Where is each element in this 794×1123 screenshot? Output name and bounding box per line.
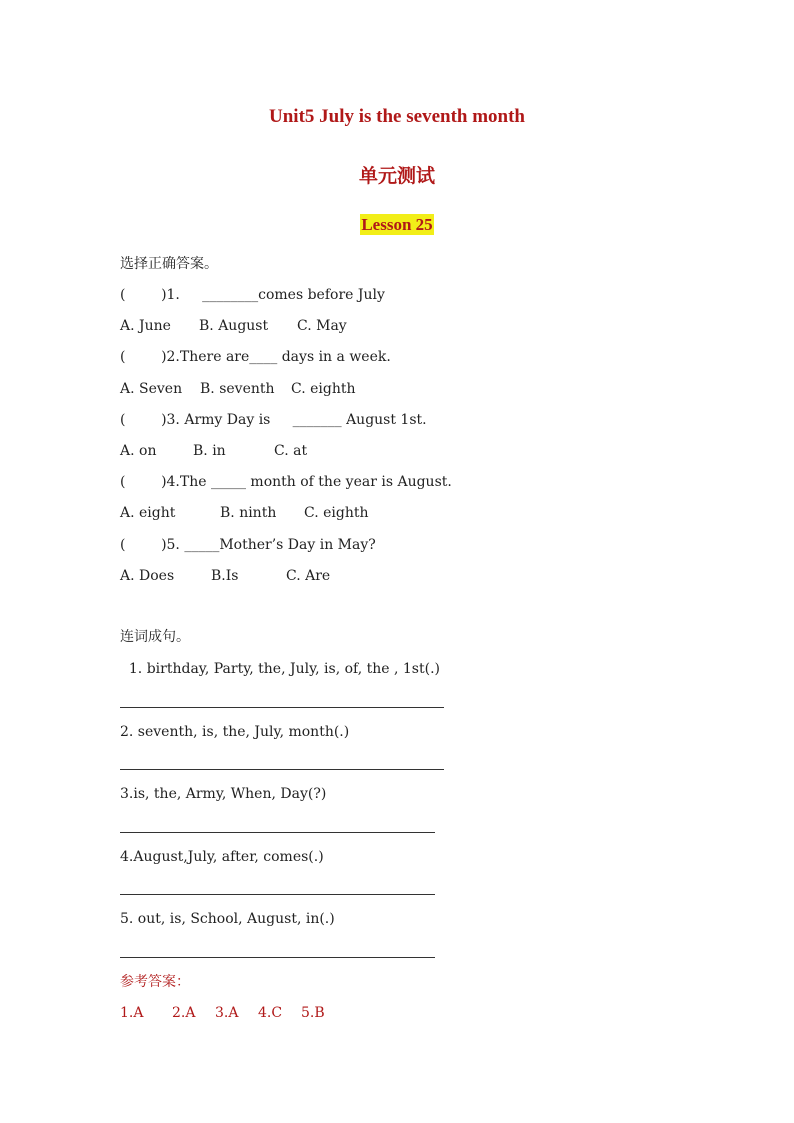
question-stem-4: ( )4.The _____ month of the year is August. [120, 474, 452, 490]
option-3b: B. in [193, 443, 226, 459]
page-subtitle: 单元测试 [358, 165, 435, 187]
answer-line-2 [120, 769, 444, 770]
option-3c: C. at [274, 443, 308, 459]
option-4c: C. eighth [304, 505, 369, 521]
section2-heading: 连词成句。 [120, 629, 190, 645]
answer-line-3 [120, 832, 435, 833]
answer-line-1 [120, 707, 444, 708]
reorder-item-2: 2. seventh, is, the, July, month(.) [120, 724, 350, 740]
section1-heading: 选择正确答案。 [120, 256, 218, 272]
page-title: Unit5 July is the seventh month [269, 106, 525, 127]
answer-4: 4.C [258, 1005, 283, 1021]
option-5a: A. Does [120, 568, 175, 584]
reorder-item-1: 1. birthday, Party, the, July, is, of, the , 1st(.) [120, 661, 440, 677]
lesson-label [0, 215, 794, 235]
option-5c: C. Are [286, 568, 331, 584]
answers-heading: 参考答案： [120, 974, 190, 990]
option-2a: A. Seven [120, 381, 183, 397]
option-2c: C. eighth [291, 381, 356, 397]
reorder-item-4: 4.August,July, after, comes(.) [120, 849, 324, 865]
option-1c: C. May [297, 318, 347, 334]
lesson-highlight: Lesson 25 [361, 215, 433, 234]
reorder-item-3: 3.is, the, Army, When, Day(?) [120, 786, 327, 802]
question-stem-5: ( )5. _____Mother’s Day in May? [120, 537, 376, 553]
question-stem-2: ( )2.There are____ days in a week. [120, 349, 391, 365]
option-4b: B. ninth [220, 505, 277, 521]
reorder-item-5: 5. out, is, School, August, in(.) [120, 911, 335, 927]
answer-line-4 [120, 894, 435, 895]
option-2b: B. seventh [200, 381, 275, 397]
answer-1: 1.A [120, 1005, 144, 1021]
option-1a: A. June [120, 318, 171, 334]
option-4a: A. eight [120, 505, 176, 521]
answer-line-5 [120, 957, 435, 958]
answer-3: 3.A [215, 1005, 239, 1021]
question-stem-1: ( )1. ________comes before July [120, 287, 385, 303]
question-stem-3: ( )3. Army Day is _______ August 1st. [120, 412, 427, 428]
option-3a: A. on [120, 443, 157, 459]
option-5b: B.Is [211, 568, 239, 584]
answer-2: 2.A [172, 1005, 196, 1021]
answer-5: 5.B [301, 1005, 325, 1021]
option-1b: B. August [199, 318, 269, 334]
